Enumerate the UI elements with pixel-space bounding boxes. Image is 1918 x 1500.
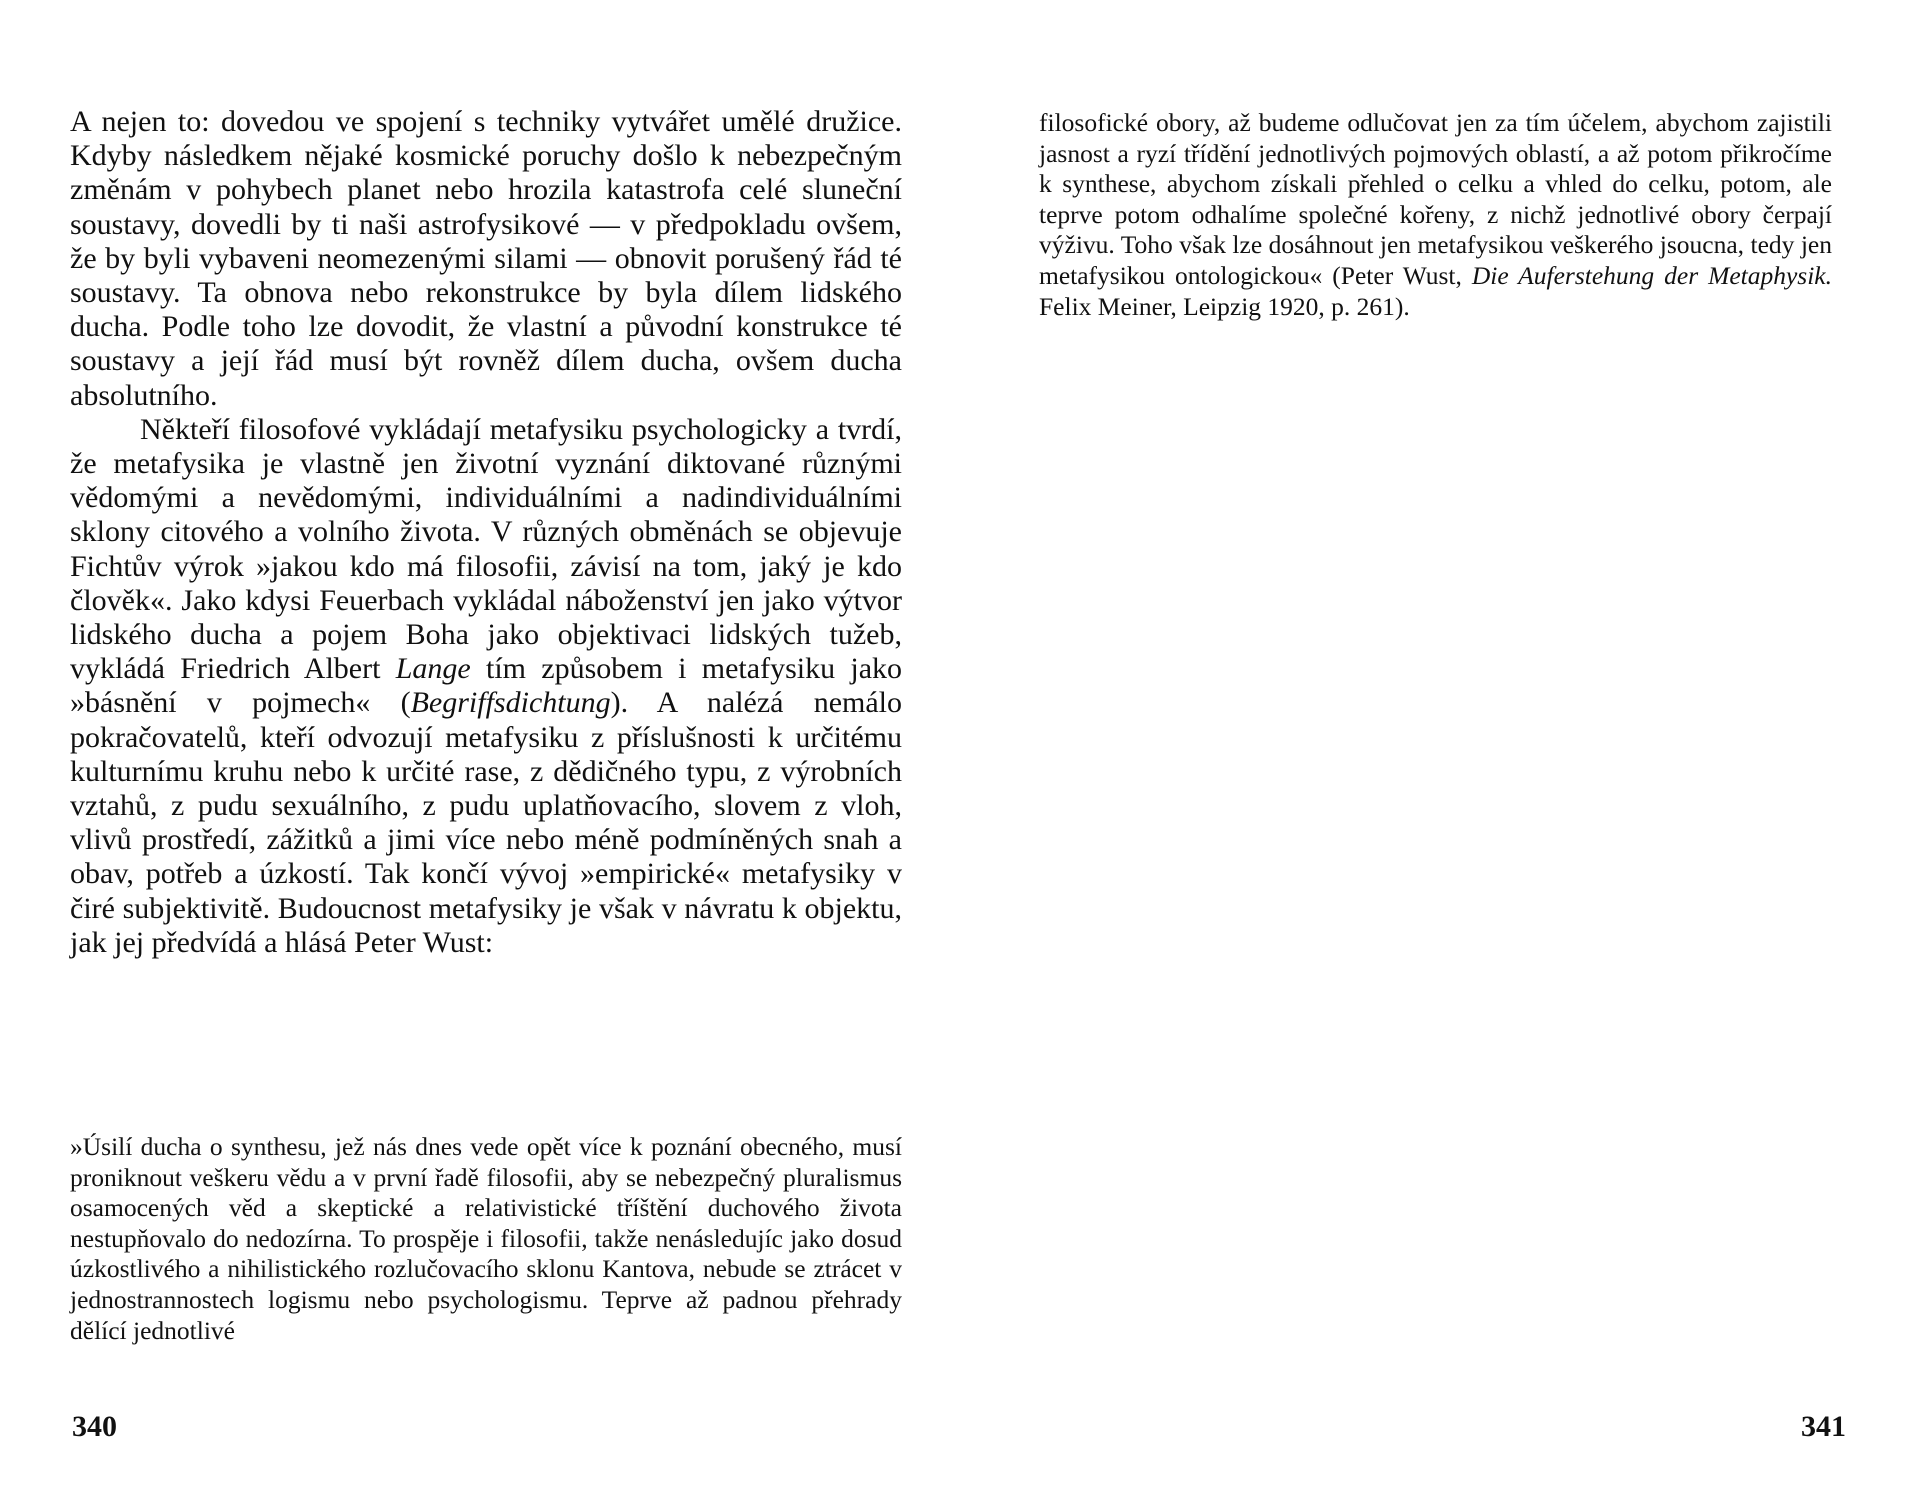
paragraph-2: [70, 413, 902, 960]
left-body-text: [70, 105, 902, 960]
lange-italic: Lange: [395, 652, 471, 686]
right-page: [959, 0, 1918, 1500]
quote-right-end: Felix Meiner, Leipzig 1920, p. 261).: [1039, 291, 1410, 321]
paragraph-2-part-3: ). A nalézá nemálo pokračovatelů, kteří odvozují metafysiku z příslušnosti k určitému kulturnímu kruhu nebo k určité rase, z dědičného typu, z výrobních vztahů, z pudu sexuálního, z pudu uplatňovacího, slovem z vloh, vlivů prostředí, zážitků a jimi více nebo méně podmíněných snah a obav, potřeb a úzkostí. Tak končí vývoj »empirické« metafysiky v čiré subjektivitě. Budoucnost metafysiky je však v návratu k objektu, jak jej předvídá a hlásá Peter Wust:: [70, 686, 903, 959]
quote-text-left: »Úsilí ducha o synthesu, jež nás dnes vede opět více k poznání obecného, musí proniknout veškeru vědu a v první řadě filosofii, aby se nebezpečný pluralismus osamocených věd a skeptické a relativistické tříštění duchového života nestupňovalo do nedozírna. To prospěje i filosofii, takže nenásledujíc jako dosud úzkostlivého a nihilistického rozlučovacího sklonu Kantova, nebude se ztrácet v jednostrannostech logismu nebo psychologismu. Teprve až padnou přehrady dělící jednotlivé: [70, 1132, 902, 1345]
begriffsdichtung-italic: Begriffsdichtung: [410, 686, 611, 720]
paragraph-2-part-2: tím způsobem i metafysiku jako »básnění v pojmech« (: [70, 652, 903, 720]
paragraph-2-part-1: Někteří filosofové vykládají metafysiku psychologicky a tvrdí, že metafysika je vlastně jen životní vyznání diktované různými vědomými a nevědomými, individuálními a nadindividuálními sklony citového a volního života. V různých obměnách se objevuje Fichtův výrok »jakou kdo má filosofii, závisí na tom, jaký je kdo člověk«. Jako kdysi Feuerbach vykládal náboženství jen jako výtvor lidského ducha a pojem Boha jako objektivaci lidských tužeb, vykládá Friedrich Albert: [70, 412, 902, 686]
page-number-right: 341: [1801, 1410, 1846, 1443]
quote-block-right: [1039, 108, 1832, 322]
quote-text-right: [1039, 108, 1832, 322]
book-title-italic: Die Auferstehung der Metaphysik.: [1471, 260, 1833, 290]
quote-right-main: filosofické obory, až budeme odlučovat jen za tím účelem, abychom zajistili jasnost a ryzí třídění jednotlivých pojmových oblastí, a až potom přikročíme k synthese, abychom získali přehled o celku a vhled do celku, potom, ale teprve potom odhalíme společné kořeny, z nichž jednotlivé obory čerpají výživu. Toho však lze dosáhnout jen metafysikou veškerého jsoucna, tedy jen metafysikou ontologickou« (Peter Wust,: [1039, 108, 1832, 290]
page-number-left: 340: [72, 1410, 117, 1443]
quote-block-left: [70, 1132, 902, 1346]
paragraph-1: A nejen to: dovedou ve spojení s techniky vytvářet umělé družice. Kdyby následkem nějaké kosmické poruchy došlo k nebezpečným změnám v pohybech planet nebo hrozila katastrofa celé sluneční soustavy, dovedli by ti naši astrofysikové — v předpokladu ovšem, že by byli vybaveni neomezenými silami — obnovit porušený řád té soustavy. Ta obnova nebo rekonstrukce by byla dílem lidského ducha. Podle toho lze dovodit, že vlastní a původní konstrukce té soustavy a její řád musí být rovněž dílem ducha, ovšem ducha absolutního.: [70, 105, 902, 412]
